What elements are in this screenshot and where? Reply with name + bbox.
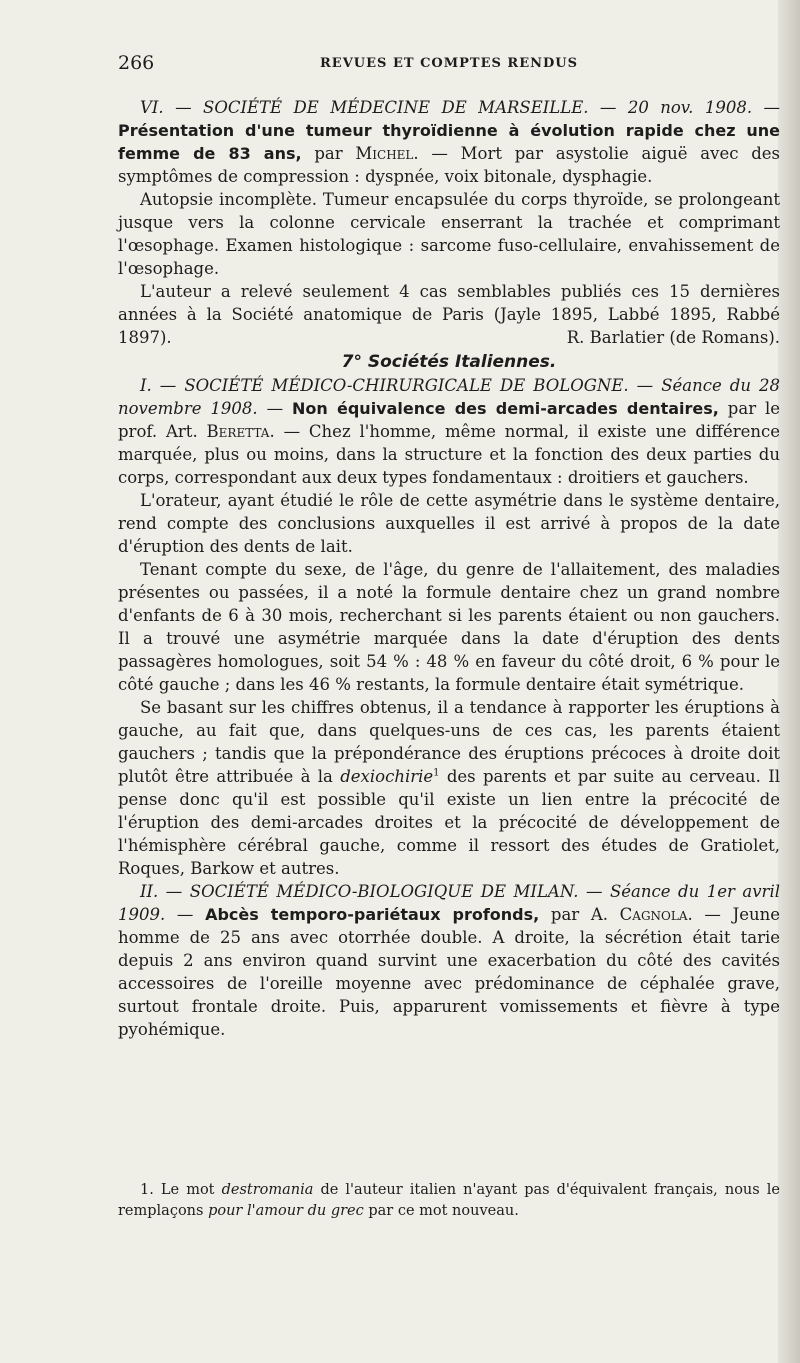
section-vi-paragraph-1 xyxy=(118,96,780,188)
section-ii-heading: II. — SOCIÉTÉ MÉDICO-BIOLOGIQUE DE MILAN. — xyxy=(140,882,603,901)
section-vi-by: par xyxy=(314,144,343,163)
page-number: 266 xyxy=(118,52,155,74)
section-vi-heading: VI. — SOCIÉTÉ DE MÉDECINE DE MARSEILLE. — 20 nov. 1908. — xyxy=(140,98,780,117)
section-i-dash: — xyxy=(266,399,284,418)
section-i-paragraph-1 xyxy=(118,374,780,489)
dexiochirie-term: dexiochirie xyxy=(340,767,434,786)
footnote-text-a: Le mot xyxy=(160,1182,215,1198)
running-head: REVUES ET COMPTES RENDUS xyxy=(320,56,578,71)
section-i-heading: I. — SOCIÉTÉ MÉDICO-CHIRURGICALE DE BOLOGNE. — xyxy=(140,376,654,395)
section-vi-text-1: — Mort par asystolie aiguë avec des symptômes de compression : dyspnée, voix bitonale, dysphagie. xyxy=(118,144,780,186)
section-title-italian-societies: 7° Sociétés Italiennes. xyxy=(341,352,557,372)
footnote-term: destromania xyxy=(221,1182,314,1198)
section-ii-text-1: — Jeune homme de 25 ans avec otorrhée double. A droite, la sécrétion était tarie depuis 2 ans environ quand survint une exacerbation du côté des cavités accessoires de l'oreille moyenne avec prédominance de céphalée grave, surtout frontale droite. Puis, apparurent vomissements et fièvre à type pyohémique. xyxy=(118,905,780,1039)
section-i-paragraph-3: Tenant compte du sexe, de l'âge, du genre de l'allaitement, des maladies présentes ou passées, il a noté la formule dentaire chez un grand nombre d'enfants de 6 à 30 mois, recherchant si les parents étaient ou non gauchers. Il a trouvé une asymétrie marquée dans la date d'éruption des dents passagères homologues, soit 54 % : 48 % en faveur du côté droit, 6 % pour le côté gauche ; dans les 46 % restants, la formule dentaire était symétrique. xyxy=(118,560,780,694)
footnote-ref: 1 xyxy=(433,767,440,779)
section-ii-paragraph-1 xyxy=(118,880,780,1041)
section-vi-paragraph-2: Autopsie incomplète. Tumeur encapsulée du corps thyroïde, se prolongeant jusque vers la colonne cervicale enserrant la trachée et comprimant l'œsophage. Examen histologique : sarcome fuso-cellulaire, envahissement de l'œsophage. xyxy=(118,190,780,278)
section-i-title: Non équivalence des demi-arcades dentaires, xyxy=(292,399,719,418)
section-vi-title: Présentation d'une tumeur thyroïdienne à évolution rapide chez une femme de 83 ans, xyxy=(118,121,780,163)
section-ii-dash: — xyxy=(176,905,194,924)
section-ii-by: par A. xyxy=(550,905,608,924)
section-i-author: Beretta. xyxy=(206,422,275,441)
footnote-1 xyxy=(118,1180,780,1222)
footnote-text-b: de l'auteur italien n'ayant pas d'équivalent français, nous le remplaçons xyxy=(118,1182,780,1219)
page-header xyxy=(118,52,780,82)
section-vi-author: Michel. xyxy=(355,144,419,163)
page-edge-shadow xyxy=(778,0,800,1363)
section-vi-paragraph-3 xyxy=(118,280,780,349)
section-vi-text-3: L'auteur a relevé seulement 4 cas semblables publiés ces 15 dernières années à la Société anatomique de Paris (Jayle 1895, Labbé 1895, Rabbé 1897). xyxy=(118,282,780,347)
section-ii-author: Cagnola. xyxy=(619,905,693,924)
section-i-by: par le prof. Art. xyxy=(118,399,781,441)
section-i-paragraph-4 xyxy=(118,696,780,880)
footnotes xyxy=(118,1180,780,1222)
article-body xyxy=(118,96,780,1041)
section-i-text-1: — Chez l'homme, même normal, il existe une différence marquée, plus ou moins, dans la structure et la fonction des deux parties du corps, correspondant aux deux types fondamentaux : droitiers et gauchers. xyxy=(118,422,780,487)
footnote-phrase: pour l'amour du grec xyxy=(208,1203,364,1219)
section-i-text-4b: des parents et par suite au cerveau. Il pense donc qu'il est possible qu'il existe un lien entre la précocité de l'éruption des demi-arcades droites et la précocité de développement de l'hémisphère cérébral gauche, comme il ressort des études de Gratiolet, Roques, Barkow et autres. xyxy=(118,767,781,878)
section-ii-title: Abcès temporo-pariétaux profonds, xyxy=(205,905,540,924)
section-i-text-4a: Se basant sur les chiffres obtenus, il a tendance à rapporter les éruptions à gauche, au fait que, dans quelques-uns de ces cas, les parents étaient gauchers ; tandis que la prépondérance des éruptions précoces à droite doit plutôt être attribuée à la xyxy=(118,698,780,786)
section-i-paragraph-2: L'orateur, ayant étudié le rôle de cette asymétrie dans le système dentaire, rend compte des conclusions auxquelles il est arrivé à propos de la date d'éruption des dents de lait. xyxy=(118,491,780,556)
section-ii-date: Séance du 1er avril 1909. xyxy=(118,882,780,924)
section-i-date: Séance du 28 novembre 1908. xyxy=(118,376,781,418)
footnote-text-c: par ce mot nouveau. xyxy=(368,1203,519,1219)
reviewer-signature: R. Barlatier (de Romans). xyxy=(566,328,780,347)
footnote-number: 1. xyxy=(140,1182,154,1198)
